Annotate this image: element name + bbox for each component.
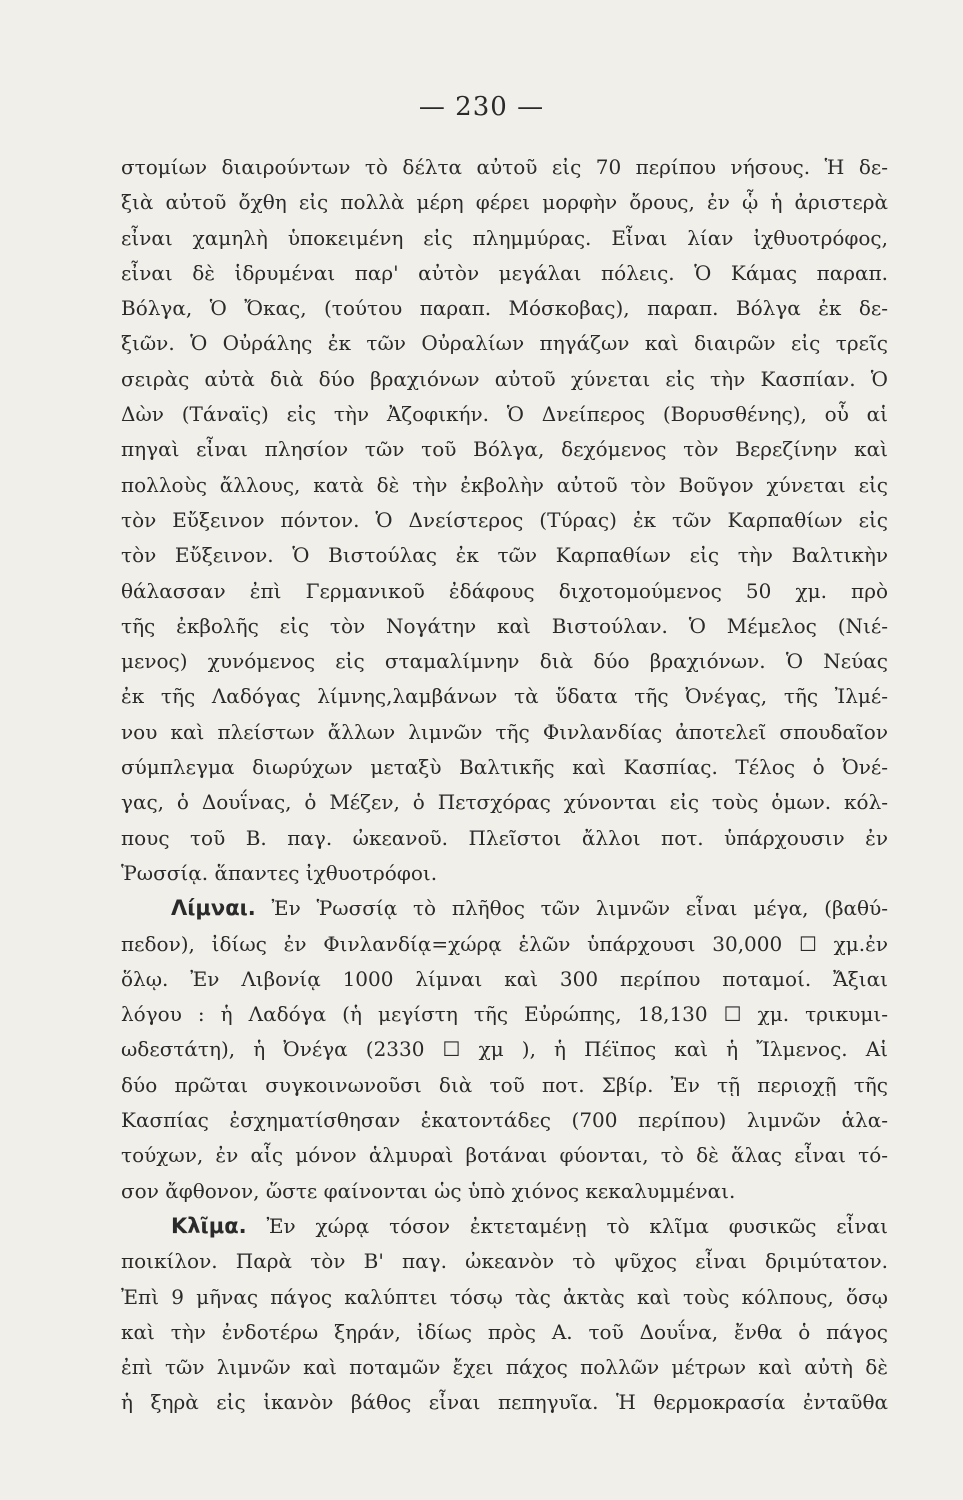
line-text: ὅλῳ. Ἐν Λιβονίᾳ 1000 λίμναι καὶ 300 περίπου ποταμοί. Ἄξιαι: [121, 966, 888, 991]
line-text: σύμπλεγμα διωρύχων μεταξὺ Βαλτικῆς καὶ Κασπίας. Τέλος ὁ Ὀνέ-: [121, 755, 888, 780]
line-text: μενος) χυνόμενος εἰς σταμαλίμνην διὰ δύο βραχιόνων. Ὁ Νεύας: [121, 649, 888, 674]
text-line: [121, 997, 888, 1032]
text-line: [121, 1244, 888, 1279]
body-text: [121, 150, 888, 1421]
text-line: [121, 397, 888, 432]
line-text: εἶναι δὲ ἱδρυμέναι παρ' αὐτὸν μεγάλαι πόλεις. Ὁ Κάμας παραπ.: [121, 260, 888, 285]
section-heading: Κλῖμα.: [171, 1213, 247, 1238]
text-line: [121, 326, 888, 361]
line-text: Ἐν χώρᾳ τόσον ἐκτεταμένῃ τὸ κλῖμα φυσικῶς εἶναι: [266, 1213, 888, 1238]
text-line: [121, 644, 888, 679]
text-line: [121, 1103, 888, 1138]
text-line: [121, 538, 888, 573]
text-line: [121, 821, 888, 856]
line-text: Ῥωσσίᾳ. ἅπαντες ἰχθυοτρόφοι.: [121, 860, 438, 885]
text-line: [121, 185, 888, 220]
text-line: [121, 1068, 888, 1103]
text-line: [121, 609, 888, 644]
line-text: τὸν Εὔξεινον πόντον. Ὁ Δνείστερος (Τύρας) ἐκ τῶν Καρπαθίων εἰς: [121, 507, 888, 532]
line-text: ἡ ξηρὰ εἰς ἱκανὸν βάθος εἶναι πεπηγυῖα. Ἡ θερμοκρασία ἐνταῦθα: [121, 1390, 888, 1415]
text-line: [121, 1174, 888, 1209]
line-text: πεδον), ἰδίως ἐν Φινλανδίᾳ=χώρᾳ ἑλῶν ὑπάρχουσι 30,000 ☐ χμ.ἐν: [121, 931, 888, 956]
text-line: [121, 785, 888, 820]
text-line: [121, 468, 888, 503]
line-text: τούχων, ἐν αἷς μόνον ἁλμυραὶ βοτάναι φύονται, τὸ δὲ ἅλας εἶναι τό-: [121, 1143, 888, 1168]
section-first-line: [121, 1209, 888, 1244]
text-line: [121, 856, 888, 891]
line-text: καὶ τὴν ἐνδοτέρω ξηράν, ἰδίως πρὸς Α. τοῦ Δουΐνα, ἔνθα ὁ πάγος: [121, 1319, 888, 1344]
line-text: ἐπὶ τῶν λιμνῶν καὶ ποταμῶν ἔχει πάχος πολλῶν μέτρων καὶ αὐτὴ δὲ: [121, 1355, 888, 1380]
text-line: [121, 1280, 888, 1315]
text-line: [121, 1315, 888, 1350]
text-line: [121, 927, 888, 962]
line-text: τῆς ἐκβολῆς εἰς τὸν Νογάτην καὶ Βιστούλαν. Ὁ Μέμελος (Νιέ-: [121, 613, 888, 638]
text-line: [121, 256, 888, 291]
text-line: [121, 1350, 888, 1385]
line-text: Κασπίας ἐσχηματίσθησαν ἑκατοντάδες (700 περίπου) λιμνῶν ἁλα-: [121, 1108, 888, 1133]
line-text: σειρὰς αὐτὰ διὰ δύο βραχιόνων αὐτοῦ χύνεται εἰς τὴν Κασπίαν. Ὁ: [121, 366, 888, 391]
line-text: Ἐπὶ 9 μῆνας πάγος καλύπτει τόσῳ τὰς ἀκτὰς καὶ τοὺς κόλπους, ὅσῳ: [121, 1284, 888, 1309]
line-text: στομίων διαιρούντων τὸ δέλτα αὐτοῦ εἰς 70 περίπου νήσους. Ἡ δε-: [121, 155, 888, 179]
line-text: θάλασσαν ἐπὶ Γερμανικοῦ ἐδάφους διχοτομούμενος 50 χμ. πρὸ: [121, 578, 888, 603]
line-text: σον ἄφθονον, ὥστε φαίνονται ὡς ὑπὸ χιόνος κεκαλυμμέναι.: [121, 1178, 736, 1203]
line-text: νου καὶ πλείστων ἄλλων λιμνῶν τῆς Φινλανδίας ἀποτελεῖ σπουδαῖον: [121, 719, 888, 744]
text-line: [121, 291, 888, 326]
section-first-line: [121, 891, 888, 926]
line-text: εἶναι χαμηλὴ ὑποκειμένη εἰς πλημμύρας. Εἶναι λίαν ἰχθυοτρόφος,: [121, 225, 888, 250]
text-line: [121, 362, 888, 397]
line-text: πηγαὶ εἶναι πλησίον τῶν τοῦ Βόλγα, δεχόμενος τὸν Βερεζίνην καὶ: [121, 437, 888, 462]
line-text: πολλοὺς ἄλλους, κατὰ δὲ τὴν ἐκβολὴν αὐτοῦ τὸν Βοῦγον χύνεται εἰς: [121, 472, 888, 497]
line-text: ξιῶν. Ὁ Οὐράλης ἐκ τῶν Οὐραλίων πηγάζων καὶ διαιρῶν εἰς τρεῖς: [121, 331, 888, 356]
text-line: [121, 221, 888, 256]
text-line: [121, 150, 888, 185]
text-line: [121, 574, 888, 609]
line-text: δύο πρῶται συγκοινωνοῦσι διὰ τοῦ ποτ. Σβίρ. Ἐν τῇ περιοχῇ τῆς: [121, 1072, 888, 1097]
text-line: [121, 503, 888, 538]
line-text: ἐκ τῆς Λαδόγας λίμνης,λαμβάνων τὰ ὕδατα τῆς Ὀνέγας, τῆς Ἰλμέ-: [121, 684, 888, 709]
line-text: λόγου : ἡ Λαδόγα (ἡ μεγίστη τῆς Εὐρώπης, 18,130 ☐ χμ. τρικυμι-: [121, 1002, 888, 1027]
line-text: Δὼν (Τάναϊς) εἰς τὴν Ἀζοφικήν. Ὁ Δνείπερος (Βορυσθένης), οὗ αἱ: [121, 402, 888, 427]
page-number: — 230 —: [418, 92, 545, 122]
text-line: [121, 715, 888, 750]
text-line: [121, 679, 888, 714]
line-text: ωδεστάτη), ἡ Ὀνέγα (2330 ☐ χμ ), ἡ Πέϊπος καὶ ἡ Ἴλμενος. Αἱ: [121, 1037, 888, 1062]
line-text: τὸν Εὔξεινον. Ὁ Βιστούλας ἐκ τῶν Καρπαθίων εἰς τὴν Βαλτικὴν: [121, 543, 888, 568]
line-text: ξιὰ αὐτοῦ ὄχθη εἰς πολλὰ μέρη φέρει μορφὴν ὄρους, ἐν ᾧ ἡ ἀριστερὰ: [121, 190, 888, 215]
text-line: [121, 432, 888, 467]
line-text: γας, ὁ Δουΐνας, ὁ Μέζεν, ὁ Πετσχόρας χύνονται εἰς τοὺς ὁμων. κόλ-: [121, 790, 888, 815]
text-line: [121, 962, 888, 997]
text-line: [121, 1138, 888, 1173]
line-text: πους τοῦ Β. παγ. ὠκεανοῦ. Πλεῖστοι ἄλλοι ποτ. ὑπάρχουσιν ἐν: [121, 825, 888, 850]
text-line: [121, 1032, 888, 1067]
line-text: ποικίλον. Παρὰ τὸν Β' παγ. ὠκεανὸν τὸ ψῦχος εἶναι δριμύτατον.: [121, 1249, 888, 1274]
text-line: [121, 750, 888, 785]
line-text: Βόλγα, Ὁ Ὄκας, (τούτου παραπ. Μόσκοβας), παραπ. Βόλγα ἐκ δε-: [121, 296, 888, 321]
line-text: Ἐν Ῥωσσίᾳ τὸ πλῆθος τῶν λιμνῶν εἶναι μέγα, (βαθύ-: [271, 896, 888, 921]
section-heading: Λίμναι.: [171, 896, 256, 921]
text-line: [121, 1385, 888, 1420]
